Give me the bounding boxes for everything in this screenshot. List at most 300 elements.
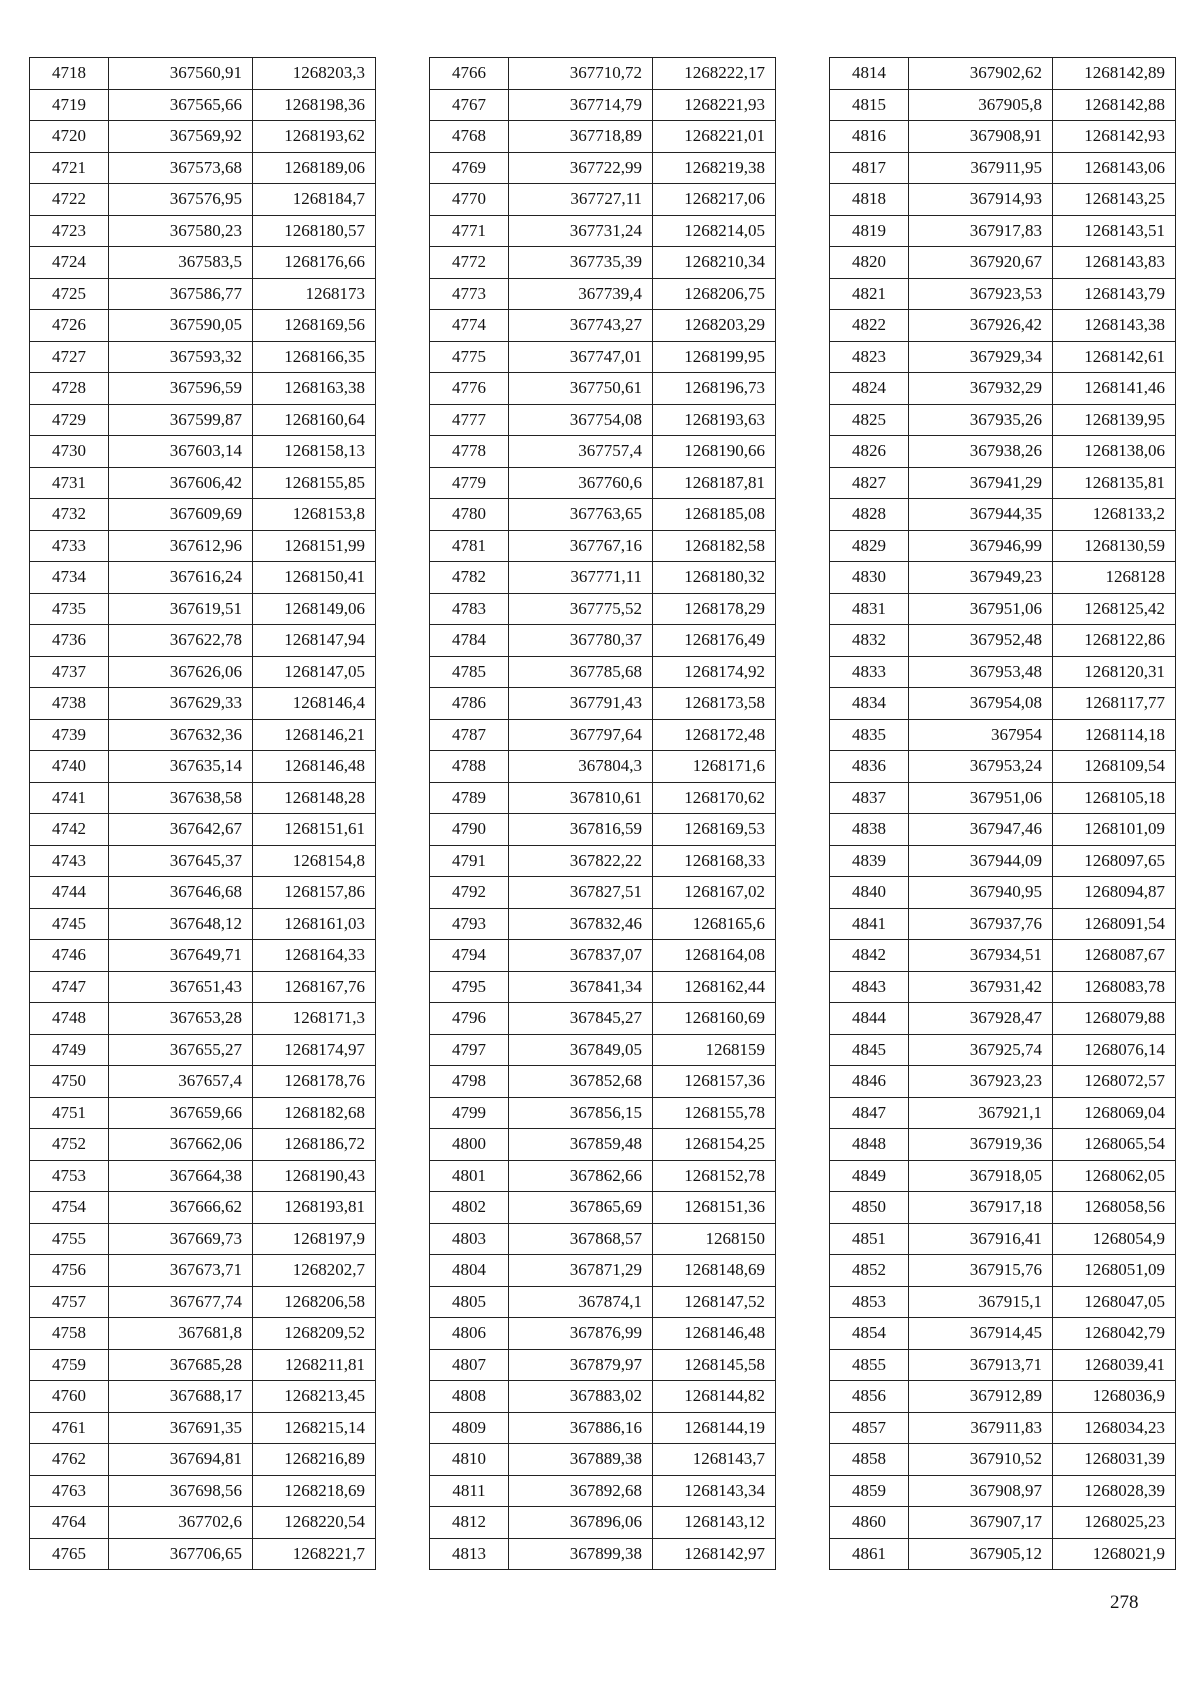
table-row bbox=[830, 814, 1176, 846]
table-row bbox=[430, 530, 776, 562]
table-row bbox=[30, 751, 376, 783]
table-row bbox=[30, 436, 376, 468]
table-row bbox=[30, 1003, 376, 1035]
y-coordinate-cell: 1268173,58 bbox=[653, 688, 776, 720]
point-number-cell: 4824 bbox=[830, 373, 909, 405]
x-coordinate-cell: 367593,32 bbox=[109, 341, 253, 373]
y-coordinate-cell: 1268151,61 bbox=[253, 814, 376, 846]
x-coordinate-cell: 367856,15 bbox=[509, 1097, 653, 1129]
x-coordinate-cell: 367698,56 bbox=[109, 1475, 253, 1507]
x-coordinate-cell: 367626,06 bbox=[109, 656, 253, 688]
point-number-cell: 4729 bbox=[30, 404, 109, 436]
point-number-cell: 4735 bbox=[30, 593, 109, 625]
y-coordinate-cell: 1268122,86 bbox=[1053, 625, 1176, 657]
table-row bbox=[830, 1318, 1176, 1350]
table-row bbox=[430, 1066, 776, 1098]
x-coordinate-cell: 367921,1 bbox=[909, 1097, 1053, 1129]
table-row bbox=[830, 940, 1176, 972]
table-row bbox=[430, 1381, 776, 1413]
y-coordinate-cell: 1268130,59 bbox=[1053, 530, 1176, 562]
point-number-cell: 4733 bbox=[30, 530, 109, 562]
point-number-cell: 4771 bbox=[430, 215, 509, 247]
y-coordinate-cell: 1268158,13 bbox=[253, 436, 376, 468]
x-coordinate-cell: 367714,79 bbox=[509, 89, 653, 121]
x-coordinate-cell: 367876,99 bbox=[509, 1318, 653, 1350]
table-row bbox=[430, 1475, 776, 1507]
table-row bbox=[430, 436, 776, 468]
point-number-cell: 4746 bbox=[30, 940, 109, 972]
point-number-cell: 4754 bbox=[30, 1192, 109, 1224]
table-row bbox=[30, 940, 376, 972]
x-coordinate-cell: 367609,69 bbox=[109, 499, 253, 531]
x-coordinate-cell: 367596,59 bbox=[109, 373, 253, 405]
x-coordinate-cell: 367932,29 bbox=[909, 373, 1053, 405]
y-coordinate-cell: 1268145,58 bbox=[653, 1349, 776, 1381]
x-coordinate-cell: 367917,18 bbox=[909, 1192, 1053, 1224]
table-row bbox=[430, 1318, 776, 1350]
x-coordinate-cell: 367827,51 bbox=[509, 877, 653, 909]
point-number-cell: 4852 bbox=[830, 1255, 909, 1287]
x-coordinate-cell: 367907,17 bbox=[909, 1507, 1053, 1539]
y-coordinate-cell: 1268157,36 bbox=[653, 1066, 776, 1098]
y-coordinate-cell: 1268097,65 bbox=[1053, 845, 1176, 877]
x-coordinate-cell: 367911,95 bbox=[909, 152, 1053, 184]
point-number-cell: 4751 bbox=[30, 1097, 109, 1129]
x-coordinate-cell: 367905,8 bbox=[909, 89, 1053, 121]
y-coordinate-cell: 1268182,58 bbox=[653, 530, 776, 562]
table-row bbox=[830, 499, 1176, 531]
table-row bbox=[830, 530, 1176, 562]
y-coordinate-cell: 1268155,78 bbox=[653, 1097, 776, 1129]
x-coordinate-cell: 367944,35 bbox=[909, 499, 1053, 531]
x-coordinate-cell: 367619,51 bbox=[109, 593, 253, 625]
x-coordinate-cell: 367606,42 bbox=[109, 467, 253, 499]
point-number-cell: 4832 bbox=[830, 625, 909, 657]
point-number-cell: 4749 bbox=[30, 1034, 109, 1066]
y-coordinate-cell: 1268114,18 bbox=[1053, 719, 1176, 751]
table-row bbox=[430, 1444, 776, 1476]
x-coordinate-cell: 367590,05 bbox=[109, 310, 253, 342]
y-coordinate-cell: 1268153,8 bbox=[253, 499, 376, 531]
point-number-cell: 4850 bbox=[830, 1192, 909, 1224]
table-row bbox=[830, 373, 1176, 405]
y-coordinate-cell: 1268190,43 bbox=[253, 1160, 376, 1192]
x-coordinate-cell: 367908,91 bbox=[909, 121, 1053, 153]
point-number-cell: 4742 bbox=[30, 814, 109, 846]
point-number-cell: 4772 bbox=[430, 247, 509, 279]
y-coordinate-cell: 1268174,97 bbox=[253, 1034, 376, 1066]
y-coordinate-cell: 1268176,66 bbox=[253, 247, 376, 279]
x-coordinate-cell: 367580,23 bbox=[109, 215, 253, 247]
x-coordinate-cell: 367954,08 bbox=[909, 688, 1053, 720]
x-coordinate-cell: 367635,14 bbox=[109, 751, 253, 783]
x-coordinate-cell: 367954 bbox=[909, 719, 1053, 751]
y-coordinate-cell: 1268160,69 bbox=[653, 1003, 776, 1035]
table-row bbox=[30, 1286, 376, 1318]
table-row bbox=[30, 971, 376, 1003]
y-coordinate-cell: 1268203,3 bbox=[253, 58, 376, 90]
y-coordinate-cell: 1268166,35 bbox=[253, 341, 376, 373]
table-row bbox=[30, 404, 376, 436]
x-coordinate-cell: 367868,57 bbox=[509, 1223, 653, 1255]
table-row bbox=[30, 1318, 376, 1350]
table-row bbox=[430, 184, 776, 216]
table-row bbox=[830, 436, 1176, 468]
x-coordinate-cell: 367710,72 bbox=[509, 58, 653, 90]
table-row bbox=[830, 467, 1176, 499]
x-coordinate-cell: 367666,62 bbox=[109, 1192, 253, 1224]
y-coordinate-cell: 1268193,63 bbox=[653, 404, 776, 436]
x-coordinate-cell: 367688,17 bbox=[109, 1381, 253, 1413]
y-coordinate-cell: 1268058,56 bbox=[1053, 1192, 1176, 1224]
x-coordinate-cell: 367655,27 bbox=[109, 1034, 253, 1066]
y-coordinate-cell: 1268125,42 bbox=[1053, 593, 1176, 625]
table-row bbox=[830, 1538, 1176, 1570]
y-coordinate-cell: 1268173 bbox=[253, 278, 376, 310]
table-row bbox=[430, 1412, 776, 1444]
point-number-cell: 4855 bbox=[830, 1349, 909, 1381]
table-row bbox=[830, 152, 1176, 184]
x-coordinate-cell: 367947,46 bbox=[909, 814, 1053, 846]
x-coordinate-cell: 367727,11 bbox=[509, 184, 653, 216]
y-coordinate-cell: 1268138,06 bbox=[1053, 436, 1176, 468]
x-coordinate-cell: 367886,16 bbox=[509, 1412, 653, 1444]
point-number-cell: 4830 bbox=[830, 562, 909, 594]
point-number-cell: 4823 bbox=[830, 341, 909, 373]
table-row bbox=[430, 1507, 776, 1539]
point-number-cell: 4806 bbox=[430, 1318, 509, 1350]
x-coordinate-cell: 367662,06 bbox=[109, 1129, 253, 1161]
x-coordinate-cell: 367642,67 bbox=[109, 814, 253, 846]
y-coordinate-cell: 1268164,08 bbox=[653, 940, 776, 972]
point-number-cell: 4737 bbox=[30, 656, 109, 688]
point-number-cell: 4817 bbox=[830, 152, 909, 184]
table-row bbox=[830, 971, 1176, 1003]
point-number-cell: 4748 bbox=[30, 1003, 109, 1035]
x-coordinate-cell: 367879,97 bbox=[509, 1349, 653, 1381]
point-number-cell: 4777 bbox=[430, 404, 509, 436]
table-row bbox=[30, 89, 376, 121]
y-coordinate-cell: 1268219,38 bbox=[653, 152, 776, 184]
y-coordinate-cell: 1268117,77 bbox=[1053, 688, 1176, 720]
y-coordinate-cell: 1268036,9 bbox=[1053, 1381, 1176, 1413]
x-coordinate-cell: 367565,66 bbox=[109, 89, 253, 121]
x-coordinate-cell: 367629,33 bbox=[109, 688, 253, 720]
y-coordinate-cell: 1268211,81 bbox=[253, 1349, 376, 1381]
point-number-cell: 4758 bbox=[30, 1318, 109, 1350]
y-coordinate-cell: 1268174,92 bbox=[653, 656, 776, 688]
point-number-cell: 4840 bbox=[830, 877, 909, 909]
point-number-cell: 4853 bbox=[830, 1286, 909, 1318]
x-coordinate-cell: 367653,28 bbox=[109, 1003, 253, 1035]
x-coordinate-cell: 367914,45 bbox=[909, 1318, 1053, 1350]
y-coordinate-cell: 1268186,72 bbox=[253, 1129, 376, 1161]
point-number-cell: 4734 bbox=[30, 562, 109, 594]
table-row bbox=[30, 562, 376, 594]
table-row bbox=[30, 1507, 376, 1539]
x-coordinate-cell: 367889,38 bbox=[509, 1444, 653, 1476]
x-coordinate-cell: 367576,95 bbox=[109, 184, 253, 216]
table-row bbox=[830, 89, 1176, 121]
point-number-cell: 4838 bbox=[830, 814, 909, 846]
x-coordinate-cell: 367775,52 bbox=[509, 593, 653, 625]
table-row bbox=[430, 1538, 776, 1570]
x-coordinate-cell: 367923,53 bbox=[909, 278, 1053, 310]
table-row bbox=[430, 751, 776, 783]
y-coordinate-cell: 1268189,06 bbox=[253, 152, 376, 184]
x-coordinate-cell: 367917,83 bbox=[909, 215, 1053, 247]
y-coordinate-cell: 1268182,68 bbox=[253, 1097, 376, 1129]
coordinate-table-3 bbox=[829, 57, 1176, 1570]
table-row bbox=[830, 625, 1176, 657]
point-number-cell: 4756 bbox=[30, 1255, 109, 1287]
y-coordinate-cell: 1268167,02 bbox=[653, 877, 776, 909]
point-number-cell: 4743 bbox=[30, 845, 109, 877]
table-row bbox=[30, 719, 376, 751]
point-number-cell: 4834 bbox=[830, 688, 909, 720]
table-row bbox=[30, 1097, 376, 1129]
table-row bbox=[30, 121, 376, 153]
table-row bbox=[430, 593, 776, 625]
point-number-cell: 4815 bbox=[830, 89, 909, 121]
y-coordinate-cell: 1268221,7 bbox=[253, 1538, 376, 1570]
x-coordinate-cell: 367949,23 bbox=[909, 562, 1053, 594]
x-coordinate-cell: 367569,92 bbox=[109, 121, 253, 153]
table-row bbox=[30, 1223, 376, 1255]
point-number-cell: 4836 bbox=[830, 751, 909, 783]
x-coordinate-cell: 367935,26 bbox=[909, 404, 1053, 436]
point-number-cell: 4814 bbox=[830, 58, 909, 90]
table-row bbox=[430, 1129, 776, 1161]
y-coordinate-cell: 1268221,93 bbox=[653, 89, 776, 121]
point-number-cell: 4724 bbox=[30, 247, 109, 279]
table-row bbox=[30, 814, 376, 846]
y-coordinate-cell: 1268147,05 bbox=[253, 656, 376, 688]
point-number-cell: 4747 bbox=[30, 971, 109, 1003]
y-coordinate-cell: 1268157,86 bbox=[253, 877, 376, 909]
point-number-cell: 4807 bbox=[430, 1349, 509, 1381]
y-coordinate-cell: 1268143,79 bbox=[1053, 278, 1176, 310]
point-number-cell: 4849 bbox=[830, 1160, 909, 1192]
table-row bbox=[430, 341, 776, 373]
point-number-cell: 4728 bbox=[30, 373, 109, 405]
x-coordinate-cell: 367646,68 bbox=[109, 877, 253, 909]
table-row bbox=[830, 1444, 1176, 1476]
point-number-cell: 4802 bbox=[430, 1192, 509, 1224]
y-coordinate-cell: 1268202,7 bbox=[253, 1255, 376, 1287]
x-coordinate-cell: 367946,99 bbox=[909, 530, 1053, 562]
table-row bbox=[830, 688, 1176, 720]
point-number-cell: 4845 bbox=[830, 1034, 909, 1066]
point-number-cell: 4808 bbox=[430, 1381, 509, 1413]
table-row bbox=[830, 184, 1176, 216]
table-row bbox=[30, 845, 376, 877]
point-number-cell: 4767 bbox=[430, 89, 509, 121]
x-coordinate-cell: 367702,6 bbox=[109, 1507, 253, 1539]
table-row bbox=[430, 1349, 776, 1381]
y-coordinate-cell: 1268042,79 bbox=[1053, 1318, 1176, 1350]
point-number-cell: 4803 bbox=[430, 1223, 509, 1255]
point-number-cell: 4841 bbox=[830, 908, 909, 940]
table-row bbox=[830, 1097, 1176, 1129]
table-row bbox=[830, 1286, 1176, 1318]
y-coordinate-cell: 1268142,89 bbox=[1053, 58, 1176, 90]
point-number-cell: 4844 bbox=[830, 1003, 909, 1035]
x-coordinate-cell: 367892,68 bbox=[509, 1475, 653, 1507]
table-row bbox=[830, 719, 1176, 751]
y-coordinate-cell: 1268143,38 bbox=[1053, 310, 1176, 342]
table-row bbox=[430, 1255, 776, 1287]
x-coordinate-cell: 367859,48 bbox=[509, 1129, 653, 1161]
x-coordinate-cell: 367603,14 bbox=[109, 436, 253, 468]
y-coordinate-cell: 1268218,69 bbox=[253, 1475, 376, 1507]
x-coordinate-cell: 367912,89 bbox=[909, 1381, 1053, 1413]
y-coordinate-cell: 1268143,06 bbox=[1053, 152, 1176, 184]
table-row bbox=[430, 1003, 776, 1035]
y-coordinate-cell: 1268171,3 bbox=[253, 1003, 376, 1035]
y-coordinate-cell: 1268165,6 bbox=[653, 908, 776, 940]
table-row bbox=[430, 719, 776, 751]
y-coordinate-cell: 1268062,05 bbox=[1053, 1160, 1176, 1192]
y-coordinate-cell: 1268159 bbox=[653, 1034, 776, 1066]
x-coordinate-cell: 367883,02 bbox=[509, 1381, 653, 1413]
y-coordinate-cell: 1268105,18 bbox=[1053, 782, 1176, 814]
point-number-cell: 4847 bbox=[830, 1097, 909, 1129]
y-coordinate-cell: 1268147,52 bbox=[653, 1286, 776, 1318]
point-number-cell: 4819 bbox=[830, 215, 909, 247]
table-row bbox=[430, 625, 776, 657]
y-coordinate-cell: 1268076,14 bbox=[1053, 1034, 1176, 1066]
table-row bbox=[430, 310, 776, 342]
point-number-cell: 4787 bbox=[430, 719, 509, 751]
point-number-cell: 4829 bbox=[830, 530, 909, 562]
table-row bbox=[430, 278, 776, 310]
x-coordinate-cell: 367910,52 bbox=[909, 1444, 1053, 1476]
x-coordinate-cell: 367722,99 bbox=[509, 152, 653, 184]
y-coordinate-cell: 1268139,95 bbox=[1053, 404, 1176, 436]
y-coordinate-cell: 1268180,57 bbox=[253, 215, 376, 247]
y-coordinate-cell: 1268144,82 bbox=[653, 1381, 776, 1413]
table-row bbox=[830, 1381, 1176, 1413]
y-coordinate-cell: 1268146,48 bbox=[253, 751, 376, 783]
page-number: 278 bbox=[1110, 1592, 1139, 1613]
table-row bbox=[830, 404, 1176, 436]
y-coordinate-cell: 1268169,56 bbox=[253, 310, 376, 342]
table-row bbox=[30, 1160, 376, 1192]
x-coordinate-cell: 367760,6 bbox=[509, 467, 653, 499]
y-coordinate-cell: 1268151,36 bbox=[653, 1192, 776, 1224]
y-coordinate-cell: 1268180,32 bbox=[653, 562, 776, 594]
table-row bbox=[30, 184, 376, 216]
table-row bbox=[830, 908, 1176, 940]
table-row bbox=[30, 908, 376, 940]
y-coordinate-cell: 1268143,12 bbox=[653, 1507, 776, 1539]
table-row bbox=[430, 877, 776, 909]
point-number-cell: 4718 bbox=[30, 58, 109, 90]
point-number-cell: 4801 bbox=[430, 1160, 509, 1192]
table-row bbox=[430, 467, 776, 499]
point-number-cell: 4745 bbox=[30, 908, 109, 940]
x-coordinate-cell: 367560,91 bbox=[109, 58, 253, 90]
x-coordinate-cell: 367649,71 bbox=[109, 940, 253, 972]
table-row bbox=[430, 845, 776, 877]
x-coordinate-cell: 367941,29 bbox=[909, 467, 1053, 499]
coordinate-table-1 bbox=[29, 57, 376, 1570]
x-coordinate-cell: 367874,1 bbox=[509, 1286, 653, 1318]
table-row bbox=[830, 593, 1176, 625]
y-coordinate-cell: 1268154,8 bbox=[253, 845, 376, 877]
point-number-cell: 4810 bbox=[430, 1444, 509, 1476]
y-coordinate-cell: 1268214,05 bbox=[653, 215, 776, 247]
table-row bbox=[830, 1192, 1176, 1224]
point-number-cell: 4811 bbox=[430, 1475, 509, 1507]
point-number-cell: 4805 bbox=[430, 1286, 509, 1318]
y-coordinate-cell: 1268185,08 bbox=[653, 499, 776, 531]
table-row bbox=[30, 215, 376, 247]
table-row bbox=[830, 58, 1176, 90]
point-number-cell: 4739 bbox=[30, 719, 109, 751]
x-coordinate-cell: 367845,27 bbox=[509, 1003, 653, 1035]
table-row bbox=[830, 1475, 1176, 1507]
y-coordinate-cell: 1268087,67 bbox=[1053, 940, 1176, 972]
y-coordinate-cell: 1268051,09 bbox=[1053, 1255, 1176, 1287]
table-row bbox=[30, 152, 376, 184]
point-number-cell: 4744 bbox=[30, 877, 109, 909]
table-row bbox=[30, 1381, 376, 1413]
x-coordinate-cell: 367612,96 bbox=[109, 530, 253, 562]
x-coordinate-cell: 367747,01 bbox=[509, 341, 653, 373]
point-number-cell: 4784 bbox=[430, 625, 509, 657]
point-number-cell: 4788 bbox=[430, 751, 509, 783]
table-row bbox=[30, 1066, 376, 1098]
table-row bbox=[430, 908, 776, 940]
x-coordinate-cell: 367816,59 bbox=[509, 814, 653, 846]
point-number-cell: 4719 bbox=[30, 89, 109, 121]
point-number-cell: 4825 bbox=[830, 404, 909, 436]
y-coordinate-cell: 1268221,01 bbox=[653, 121, 776, 153]
y-coordinate-cell: 1268148,69 bbox=[653, 1255, 776, 1287]
x-coordinate-cell: 367739,4 bbox=[509, 278, 653, 310]
point-number-cell: 4778 bbox=[430, 436, 509, 468]
y-coordinate-cell: 1268091,54 bbox=[1053, 908, 1176, 940]
table-row bbox=[430, 782, 776, 814]
table-row bbox=[430, 688, 776, 720]
table-row bbox=[30, 688, 376, 720]
table-row bbox=[30, 341, 376, 373]
y-coordinate-cell: 1268222,17 bbox=[653, 58, 776, 90]
point-number-cell: 4763 bbox=[30, 1475, 109, 1507]
y-coordinate-cell: 1268155,85 bbox=[253, 467, 376, 499]
point-number-cell: 4854 bbox=[830, 1318, 909, 1350]
x-coordinate-cell: 367645,37 bbox=[109, 845, 253, 877]
y-coordinate-cell: 1268167,76 bbox=[253, 971, 376, 1003]
table-row bbox=[830, 562, 1176, 594]
point-number-cell: 4842 bbox=[830, 940, 909, 972]
point-number-cell: 4835 bbox=[830, 719, 909, 751]
point-number-cell: 4768 bbox=[430, 121, 509, 153]
x-coordinate-cell: 367586,77 bbox=[109, 278, 253, 310]
table-row bbox=[30, 247, 376, 279]
table-row bbox=[430, 215, 776, 247]
point-number-cell: 4804 bbox=[430, 1255, 509, 1287]
y-coordinate-cell: 1268168,33 bbox=[653, 845, 776, 877]
y-coordinate-cell: 1268176,49 bbox=[653, 625, 776, 657]
y-coordinate-cell: 1268152,78 bbox=[653, 1160, 776, 1192]
y-coordinate-cell: 1268135,81 bbox=[1053, 467, 1176, 499]
table-row bbox=[30, 1034, 376, 1066]
point-number-cell: 4792 bbox=[430, 877, 509, 909]
point-number-cell: 4818 bbox=[830, 184, 909, 216]
